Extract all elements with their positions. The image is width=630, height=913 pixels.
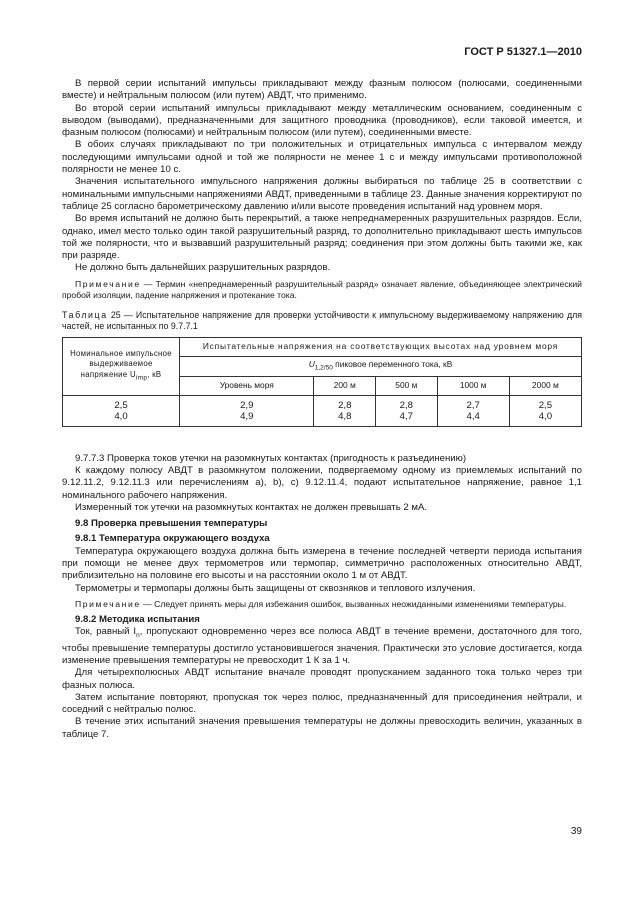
note-text: — Термин «непреднамеренный разрушительный разряд» означает явление, объединяющее электрический пробой изоляции, падение напряжения и протекание тока. xyxy=(62,278,582,300)
paragraph: Термометры и термопары должны быть защищены от сквозняков и теплового излучения. xyxy=(75,582,476,594)
note-label: Примечание xyxy=(75,598,141,609)
table-caption xyxy=(62,310,582,332)
column-header-text: Номинальное импульсное выдерживаемое напряжение U xyxy=(70,348,172,379)
group-header: Испытательные напряжения на соответствующих высотах над уровнем моря xyxy=(180,337,582,356)
cell-value: 4,9 xyxy=(240,410,254,422)
table-caption-text: 25 — Испытательное напряжение для проверки устойчивости к импульсному выдерживаемому напряжению для частей, не испытанных по 9.7.7.1 xyxy=(62,310,582,332)
sub-header xyxy=(180,356,582,376)
column-header: 500 м xyxy=(376,376,438,395)
table-cell xyxy=(509,395,581,426)
column-header-rated-voltage xyxy=(63,337,180,395)
note xyxy=(62,279,582,301)
paragraph: Для четырехполюсных АВДТ испытание вначале проводят пропусканием заданного тока только через три фазных полюса. xyxy=(62,667,582,691)
standard-number: ГОСТ Р 51327.1—2010 xyxy=(464,46,582,58)
table-cell xyxy=(376,395,438,426)
paragraph: В обоих случаях прикладывают по три положительных и отрицательных импульса с интервалом между последующими импульсами одной и той же полярности не менее 1 с и между импульсами противоположной полярности не менее 10 с. xyxy=(62,139,582,176)
paragraph: Не должно быть дальнейших разрушительных разрядов. xyxy=(75,262,331,274)
paragraph: Во время испытаний не должно быть перекрытий, а также непреднамеренных разрушительных разрядов. Если, однако, имел место только один такой разрушительный разряд, то дополнительно прикладывают шесть импульсов той же полярности, что и вызвавший разрушительный разряд; соединения при этом должны быть такими же, как при разряде. xyxy=(62,213,582,262)
note-text: — Следует принять меры для избежания ошибок, вызванных неожиданными изменениями температуры. xyxy=(143,598,567,609)
text-sub: n xyxy=(136,632,140,640)
cell-value: 4,0 xyxy=(538,410,553,422)
cell-value: 2,5 xyxy=(114,399,128,411)
column-header: 200 м xyxy=(314,376,376,395)
table-cell xyxy=(314,395,376,426)
paragraph: Измеренный ток утечки на разомкнутых контактах не должен превышать 2 мА. xyxy=(75,501,428,513)
section-heading: 9.7.7.3 Проверка токов утечки на разомкнутых контактах (пригодность к разъединению) xyxy=(75,452,467,464)
paragraph: Температура окружающего воздуха должна быть измерена в течение последней четверти периода испытания при помощи не менее двух термометров или термопар, симметрично расположенных относительно АВДТ, приблизительно на половине его высоты и на расстоянии около 1 м от АВДТ. xyxy=(62,545,582,582)
cell-value: 2,8 xyxy=(338,399,352,411)
paragraph: К каждому полюсу АВДТ в разомкнутом положении, подвергаемому одному из приемлемых испытаний по 9.12.11.2, 9.12.11.3 или перечислениям a), b), c) 9.12.11.4, подают испытательное напряжение, равное 1,1 номинального рабочего напряжения. xyxy=(62,464,582,501)
paragraph: Во второй серии испытаний импульсы прикладывают между металлическим основанием, соединенным с выводом (выводами), предназначенными для защитного проводника (проводников), если таковой имеется, и фазным полюсом (полюсами) и нейтральным полюсом (или путем), соединенными вместе. xyxy=(62,102,582,139)
test-voltage-table xyxy=(62,337,582,427)
cell-value: 2,8 xyxy=(399,399,413,411)
sub-header-symbol: U xyxy=(308,358,315,369)
cell-value: 2,5 xyxy=(538,399,553,411)
document-header xyxy=(62,46,582,58)
column-header-unit: , кВ xyxy=(147,369,162,379)
table-cell xyxy=(63,395,180,426)
table-cell xyxy=(180,395,314,426)
cell-value: 4,8 xyxy=(338,410,352,422)
note-label: Примечание xyxy=(75,278,141,289)
page-body xyxy=(62,78,582,741)
table-cell xyxy=(437,395,509,426)
subsection-heading: 9.8.2 Методика испытания xyxy=(75,614,200,626)
table-caption-label: Таблица xyxy=(62,310,108,321)
paragraph xyxy=(62,626,582,667)
cell-value: 4,7 xyxy=(399,410,413,422)
note xyxy=(62,599,582,610)
paragraph: В первой серии испытаний импульсы прикладывают между фазным полюсом (полюсами, соединенными вместе) и нейтральным полюсом (или путем) АВДТ, что применимо. xyxy=(62,78,582,102)
cell-value: 2,9 xyxy=(240,399,254,411)
paragraph: Затем испытание повторяют, пропуская ток через полюс, предназначенный для присоединения нейтрали, и соседний с нейтралью полюс. xyxy=(62,691,582,716)
column-header: 1000 м xyxy=(437,376,509,395)
subsection-heading: 9.8.1 Температура окружающего воздуха xyxy=(75,533,270,545)
text-run: , пропускают одновременно через все полюса АВДТ в течение времени, достаточного для того, чтобы превышение температуры достигло установившегося значения. Практически это условие достигается, когда изменение превышения температуры не превосходит 1 К за 1 ч. xyxy=(62,626,582,666)
section-heading: 9.8 Проверка превышения температуры xyxy=(75,518,268,530)
sub-header-sub: 1,2/50 xyxy=(314,364,333,372)
cell-value: 2,7 xyxy=(466,399,480,411)
column-header: 2000 м xyxy=(509,376,581,395)
column-header-sub: imp xyxy=(135,374,148,382)
paragraph: В течение этих испытаний значения превышения температуры не должны превосходить величин, указанных в таблице 7. xyxy=(62,716,582,740)
page-number: 39 xyxy=(570,826,582,837)
text-run: Ток, равный I xyxy=(75,626,137,638)
paragraph: Значения испытательного импульсного напряжения должны выбираться по таблице 25 в соответствии с номинальными импульсными напряжениями АВДТ, приведенными в таблице 23. Данные значения корректируют по таблице 25 согласно барометрическому давлению и/или высоте проведения испытаний над уровнем моря. xyxy=(62,176,582,212)
table-row xyxy=(63,395,582,426)
sub-header-text: пиковое переменного тока, кВ xyxy=(332,358,453,369)
cell-value: 4,0 xyxy=(114,410,128,422)
cell-value: 4,4 xyxy=(466,410,480,422)
column-header: Уровень моря xyxy=(180,376,314,395)
